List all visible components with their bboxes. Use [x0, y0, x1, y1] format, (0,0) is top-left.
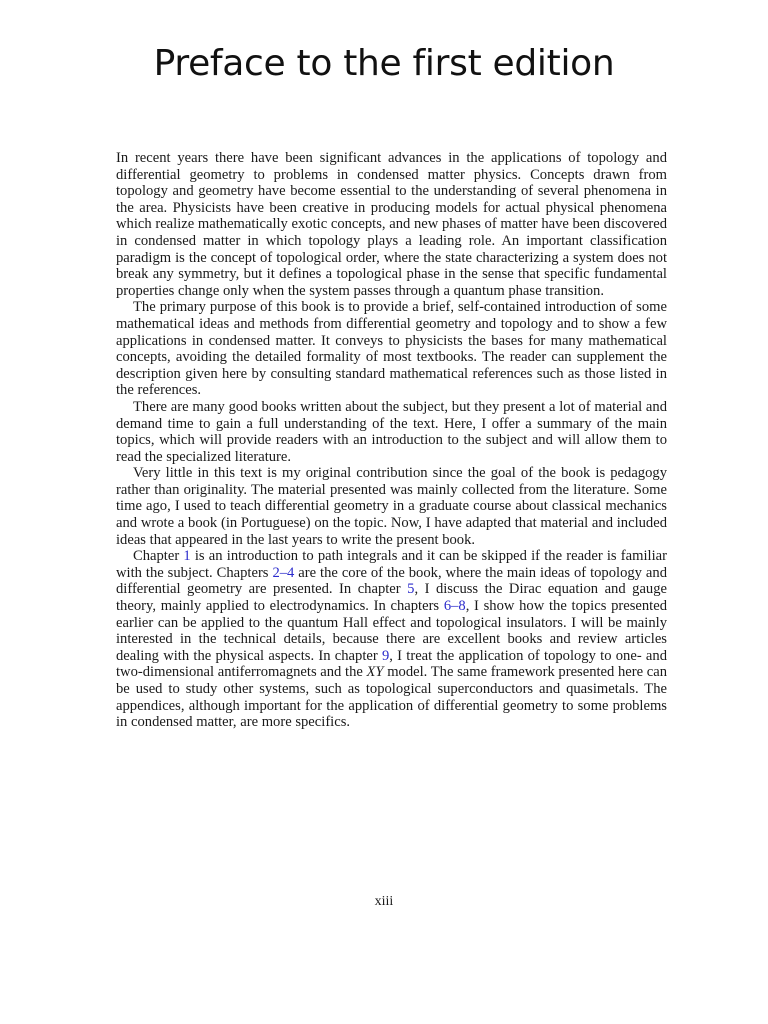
paragraph-3: There are many good books written about the subject, but they present a lot of material and demand time to gain a full understanding of the text. Here, I offer a summary of the main topics, which will provide readers with an introduction to the subject and will allow them to read the specialized literature. [116, 398, 667, 465]
chapter-9-link[interactable]: 9 [381, 647, 390, 664]
preface-body [116, 150, 667, 731]
paragraph-5-text: , I treat the application of topology to one- and two-dimensional antiferromagnets and the [116, 647, 667, 681]
page-number: xiii [374, 894, 394, 909]
chapter-5-link[interactable]: 5 [407, 581, 415, 598]
paragraph-5-text: , I discuss the Dirac equation and gauge theory, mainly applied to electrodynamics. In chapters [116, 581, 667, 615]
paragraph-5-text: model. The same framework presented here can be used to study other systems, such as topological superconductors and quasimetals. The appendices, although important for the application of differential geometry to some problems in condensed matter, are more specifics. [116, 664, 668, 731]
paragraph-5-text: are the core of the book, where the main ideas of topology and differential geometry are presented. In chapter [116, 564, 667, 598]
chapters-2-4-link[interactable]: 2–4 [272, 564, 295, 581]
paragraph-5-text: , I show how the topics presented earlier can be applied to the quantum Hall effect and topological insulators. I will be mainly interested in the technical details, because there are excellent books and review articles dealing with the physical aspects. In chapter [116, 598, 667, 664]
paragraph-4: Very little in this text is my original contribution since the goal of the book is pedagogy rather than originality. The material presented was mainly collected from the literature. Some time ago, I used to teach differential geometry in a graduate course about classical mechanics and wrote a book (in Portuguese) on the topic. Now, I have adapted that material and included ideas that appeared in the last years to write the present book. [116, 465, 667, 548]
paragraph-5 [116, 548, 667, 731]
chapter-1-link[interactable]: 1 [183, 548, 191, 565]
page-title: Preface to the first edition [153, 43, 615, 84]
paragraph-5-text: Chapter [133, 548, 184, 565]
paragraph-5-text: is an introduction to path integrals and it can be skipped if the reader is familiar with the subject. Chapters [116, 548, 667, 581]
xy-model-symbol: XY [366, 664, 384, 681]
paragraph-1: In recent years there have been significant advances in the applications of topology and differential geometry to problems in condensed matter physics. Concepts drawn from topology and geometry have become essential to the understanding of several phenomena in the area. Physicists have been creative in producing models for actual physical phenomena which realize mathematically exotic concepts, and new phases of matter have been discovered in condensed matter in which topology plays a leading role. An important classification paradigm is the concept of topological order, where the state characterizing a system does not break any symmetry, but it defines a topological phase in the sense that specific fundamental properties change only when the system passes through a quantum phase transition. [116, 150, 667, 299]
chapters-6-8-link[interactable]: 6–8 [443, 598, 466, 615]
paragraph-2: The primary purpose of this book is to provide a brief, self-contained introduction of some mathematical ideas and methods from differential geometry and topology and to show a few applications in condensed matter. It conveys to physicists the bases for many mathematical concepts, avoiding the detailed formality of most textbooks. The reader can supplement the description given here by consulting standard mathematical references such as those listed in the references. [116, 299, 667, 399]
